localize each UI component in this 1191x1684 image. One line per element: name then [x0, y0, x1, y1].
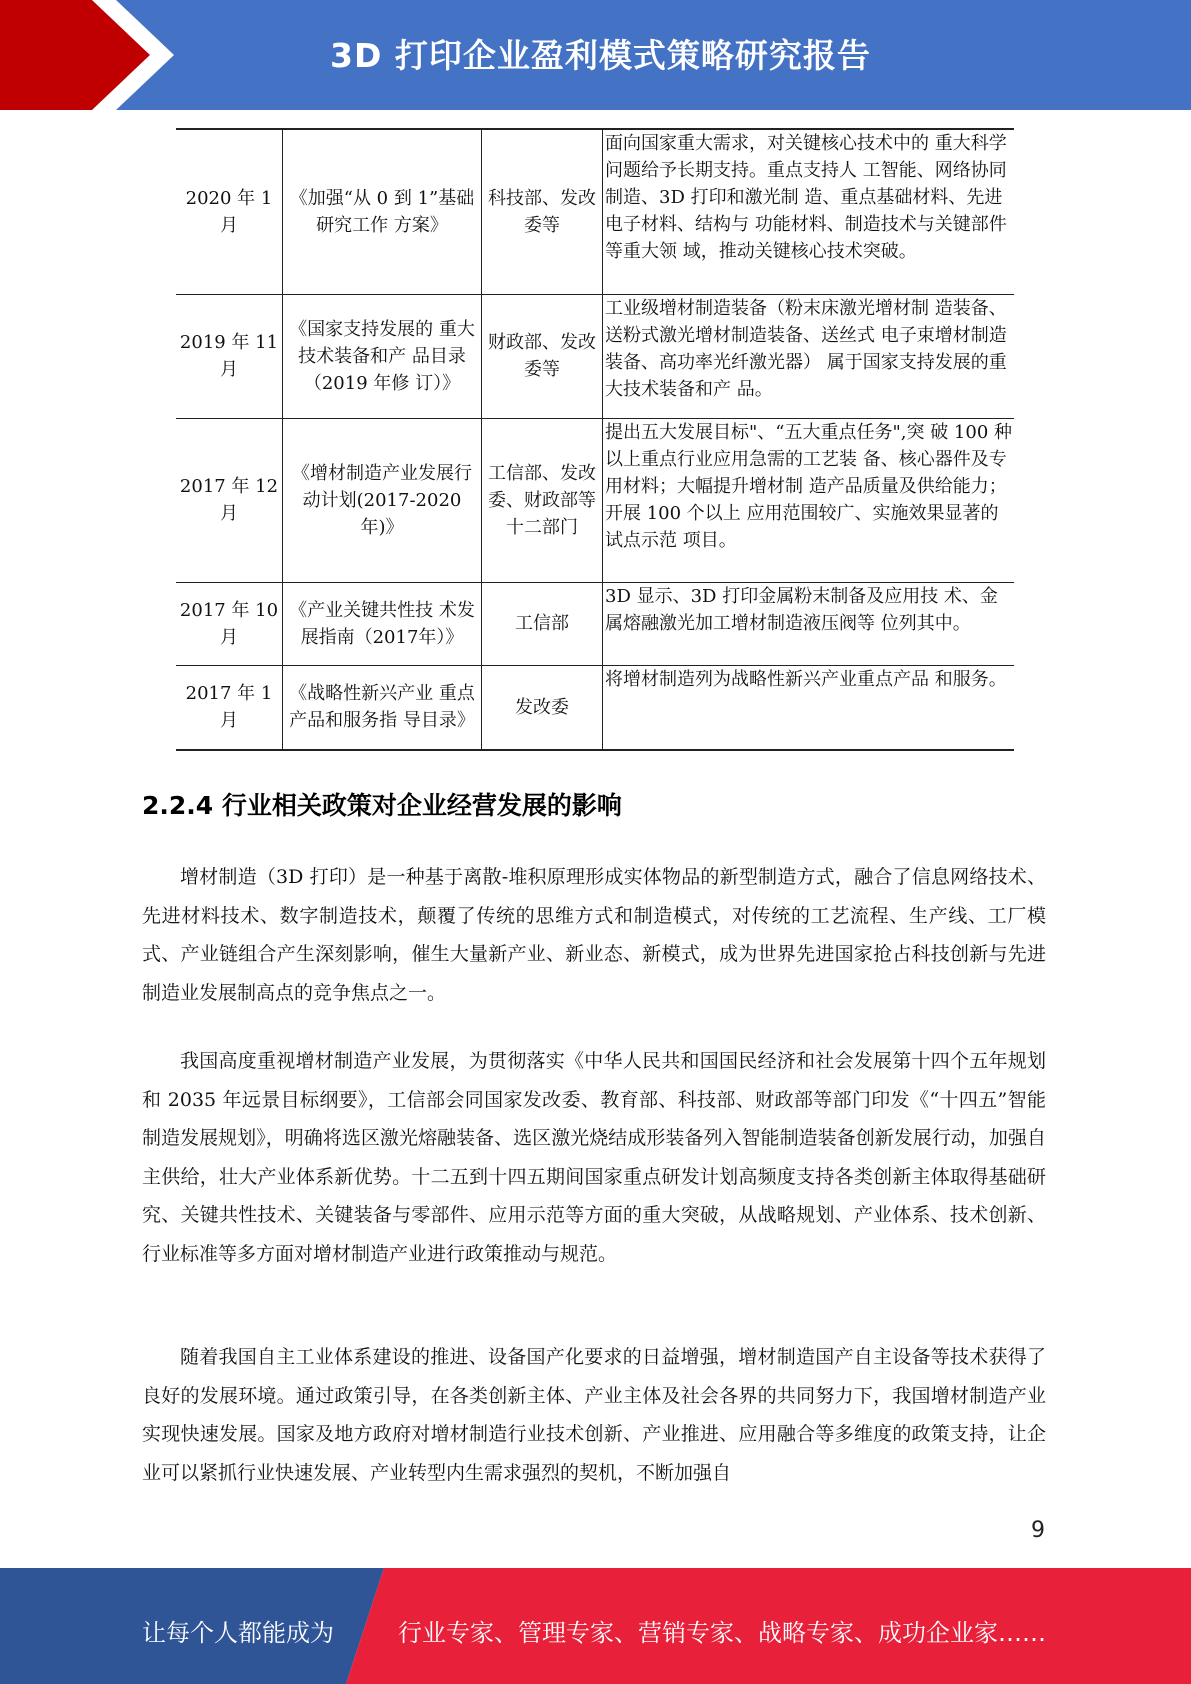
page-number: 9 — [1031, 1518, 1045, 1543]
date-cell: 2020 年 1月 — [176, 129, 283, 294]
date-cell: 2017 年 12月 — [176, 418, 283, 582]
date-cell: 2019 年 11月 — [176, 294, 283, 418]
policy-table — [176, 128, 1014, 751]
content-cell: 面向国家重大需求，对关键核心技术中的 重大科学问题给予长期支持。重点支持人 工智能、网络协同制造、3D 打印和激光制 造、重点基础材料、先进电子材料、结构与 功能材料、制造技术与关键部件等重大领 域，推动关键核心技术突破。 — [603, 129, 1015, 294]
content-cell: 提出五大发展目标"、“五大重点任务",突 破 100 种以上重点行业应用急需的工艺装 备、核心器件及专用材料；大幅提升增材制 造产品质量及供给能力；开展 100 个以上 应用范围较广、实施效果显著的试点示范 项目。 — [603, 418, 1015, 582]
document-cell: 《战略性新兴产业 重点产品和服务指 导目录》 — [283, 665, 482, 750]
department-cell: 科技部、发改委等 — [482, 129, 603, 294]
footer-slogan-left: 让每个人都能成为 — [142, 1619, 334, 1647]
document-cell: 《加强“从 0 到 1”基础研究工作 方案》 — [283, 129, 482, 294]
footer-slogan-right: 行业专家、管理专家、营销专家、战略专家、成功企业家…… — [398, 1619, 1046, 1647]
content-cell: 将增材制造列为战略性新兴产业重点产品 和服务。 — [603, 665, 1015, 750]
date-cell: 2017 年 1月 — [176, 665, 283, 750]
document-cell: 《产业关键共性技 术发展指南（2017年）》 — [283, 582, 482, 665]
page-footer — [0, 1568, 1191, 1684]
department-cell: 工信部 — [482, 582, 603, 665]
table-row — [176, 582, 1014, 665]
document-cell: 《国家支持发展的 重大技术装备和产 品目录（2019 年修 订）》 — [283, 294, 482, 418]
table-row — [176, 418, 1014, 582]
report-title: 3D 打印企业盈利模式策略研究报告 — [330, 36, 871, 75]
document-cell: 《增材制造产业发展行动计划(2017-2020 年)》 — [283, 418, 482, 582]
table-row — [176, 294, 1014, 418]
section-heading: 2.2.4 行业相关政策对企业经营发展的影响 — [142, 791, 622, 820]
department-cell: 财政部、发改委等 — [482, 294, 603, 418]
page-header — [0, 0, 1191, 110]
department-cell: 工信部、发改委、财政部等十二部门 — [482, 418, 603, 582]
date-cell: 2017 年 10月 — [176, 582, 283, 665]
body-paragraph: 随着我国自主工业体系建设的推进、设备国产化要求的日益增强，增材制造国产自主设备等技术获得了良好的发展环境。通过政策引导，在各类创新主体、产业主体及社会各界的共同努力下，我国增材制造产业实现快速发展。国家及地方政府对增材制造行业技术创新、产业推进、应用融合等多维度的政策支持，让企业可以紧抓行业快速发展、产业转型内生需求强烈的契机，不断加强自 — [142, 1346, 1046, 1484]
table-row — [176, 665, 1014, 750]
body-paragraph: 我国高度重视增材制造产业发展，为贯彻落实《中华人民共和国国民经济和社会发展第十四个五年规划和 2035 年远景目标纲要》，工信部会同国家发改委、教育部、科技部、财政部等部门印发《“十四五”智能制造发展规划》，明确将选区激光熔融装备、选区激光烧结成形装备列入智能制造装备创新发展行动，加强自主供给，壮大产业体系新优势。十二五到十四五期间国家重点研发计划高频度支持各类创新主体取得基础研究、关键共性技术、关键装备与零部件、应用示范等方面的重大突破，从战略规划、产业体系、技术创新、行业标准等多方面对增材制造产业进行政策推动与规范。 — [142, 1050, 1046, 1265]
content-cell: 工业级增材制造装备（粉末床激光增材制 造装备、送粉式激光增材制造装备、送丝式 电子束增材制造装备、高功率光纤激光器） 属于国家支持发展的重大技术装备和产 品。 — [603, 294, 1015, 418]
content-cell: 3D 显示、3D 打印金属粉末制备及应用技 术、金属熔融激光加工增材制造液压阀等 位列其中。 — [603, 582, 1015, 665]
body-paragraph: 增材制造（3D 打印）是一种基于离散-堆积原理形成实体物品的新型制造方式，融合了信息网络技术、先进材料技术、数字制造技术，颠覆了传统的思维方式和制造模式，对传统的工艺流程、生产线、工厂模式、产业链组合产生深刻影响，催生大量新产业、新业态、新模式，成为世界先进国家抢占科技创新与先进制造业发展制高点的竞争焦点之一。 — [142, 866, 1046, 1004]
table-row — [176, 129, 1014, 294]
department-cell: 发改委 — [482, 665, 603, 750]
